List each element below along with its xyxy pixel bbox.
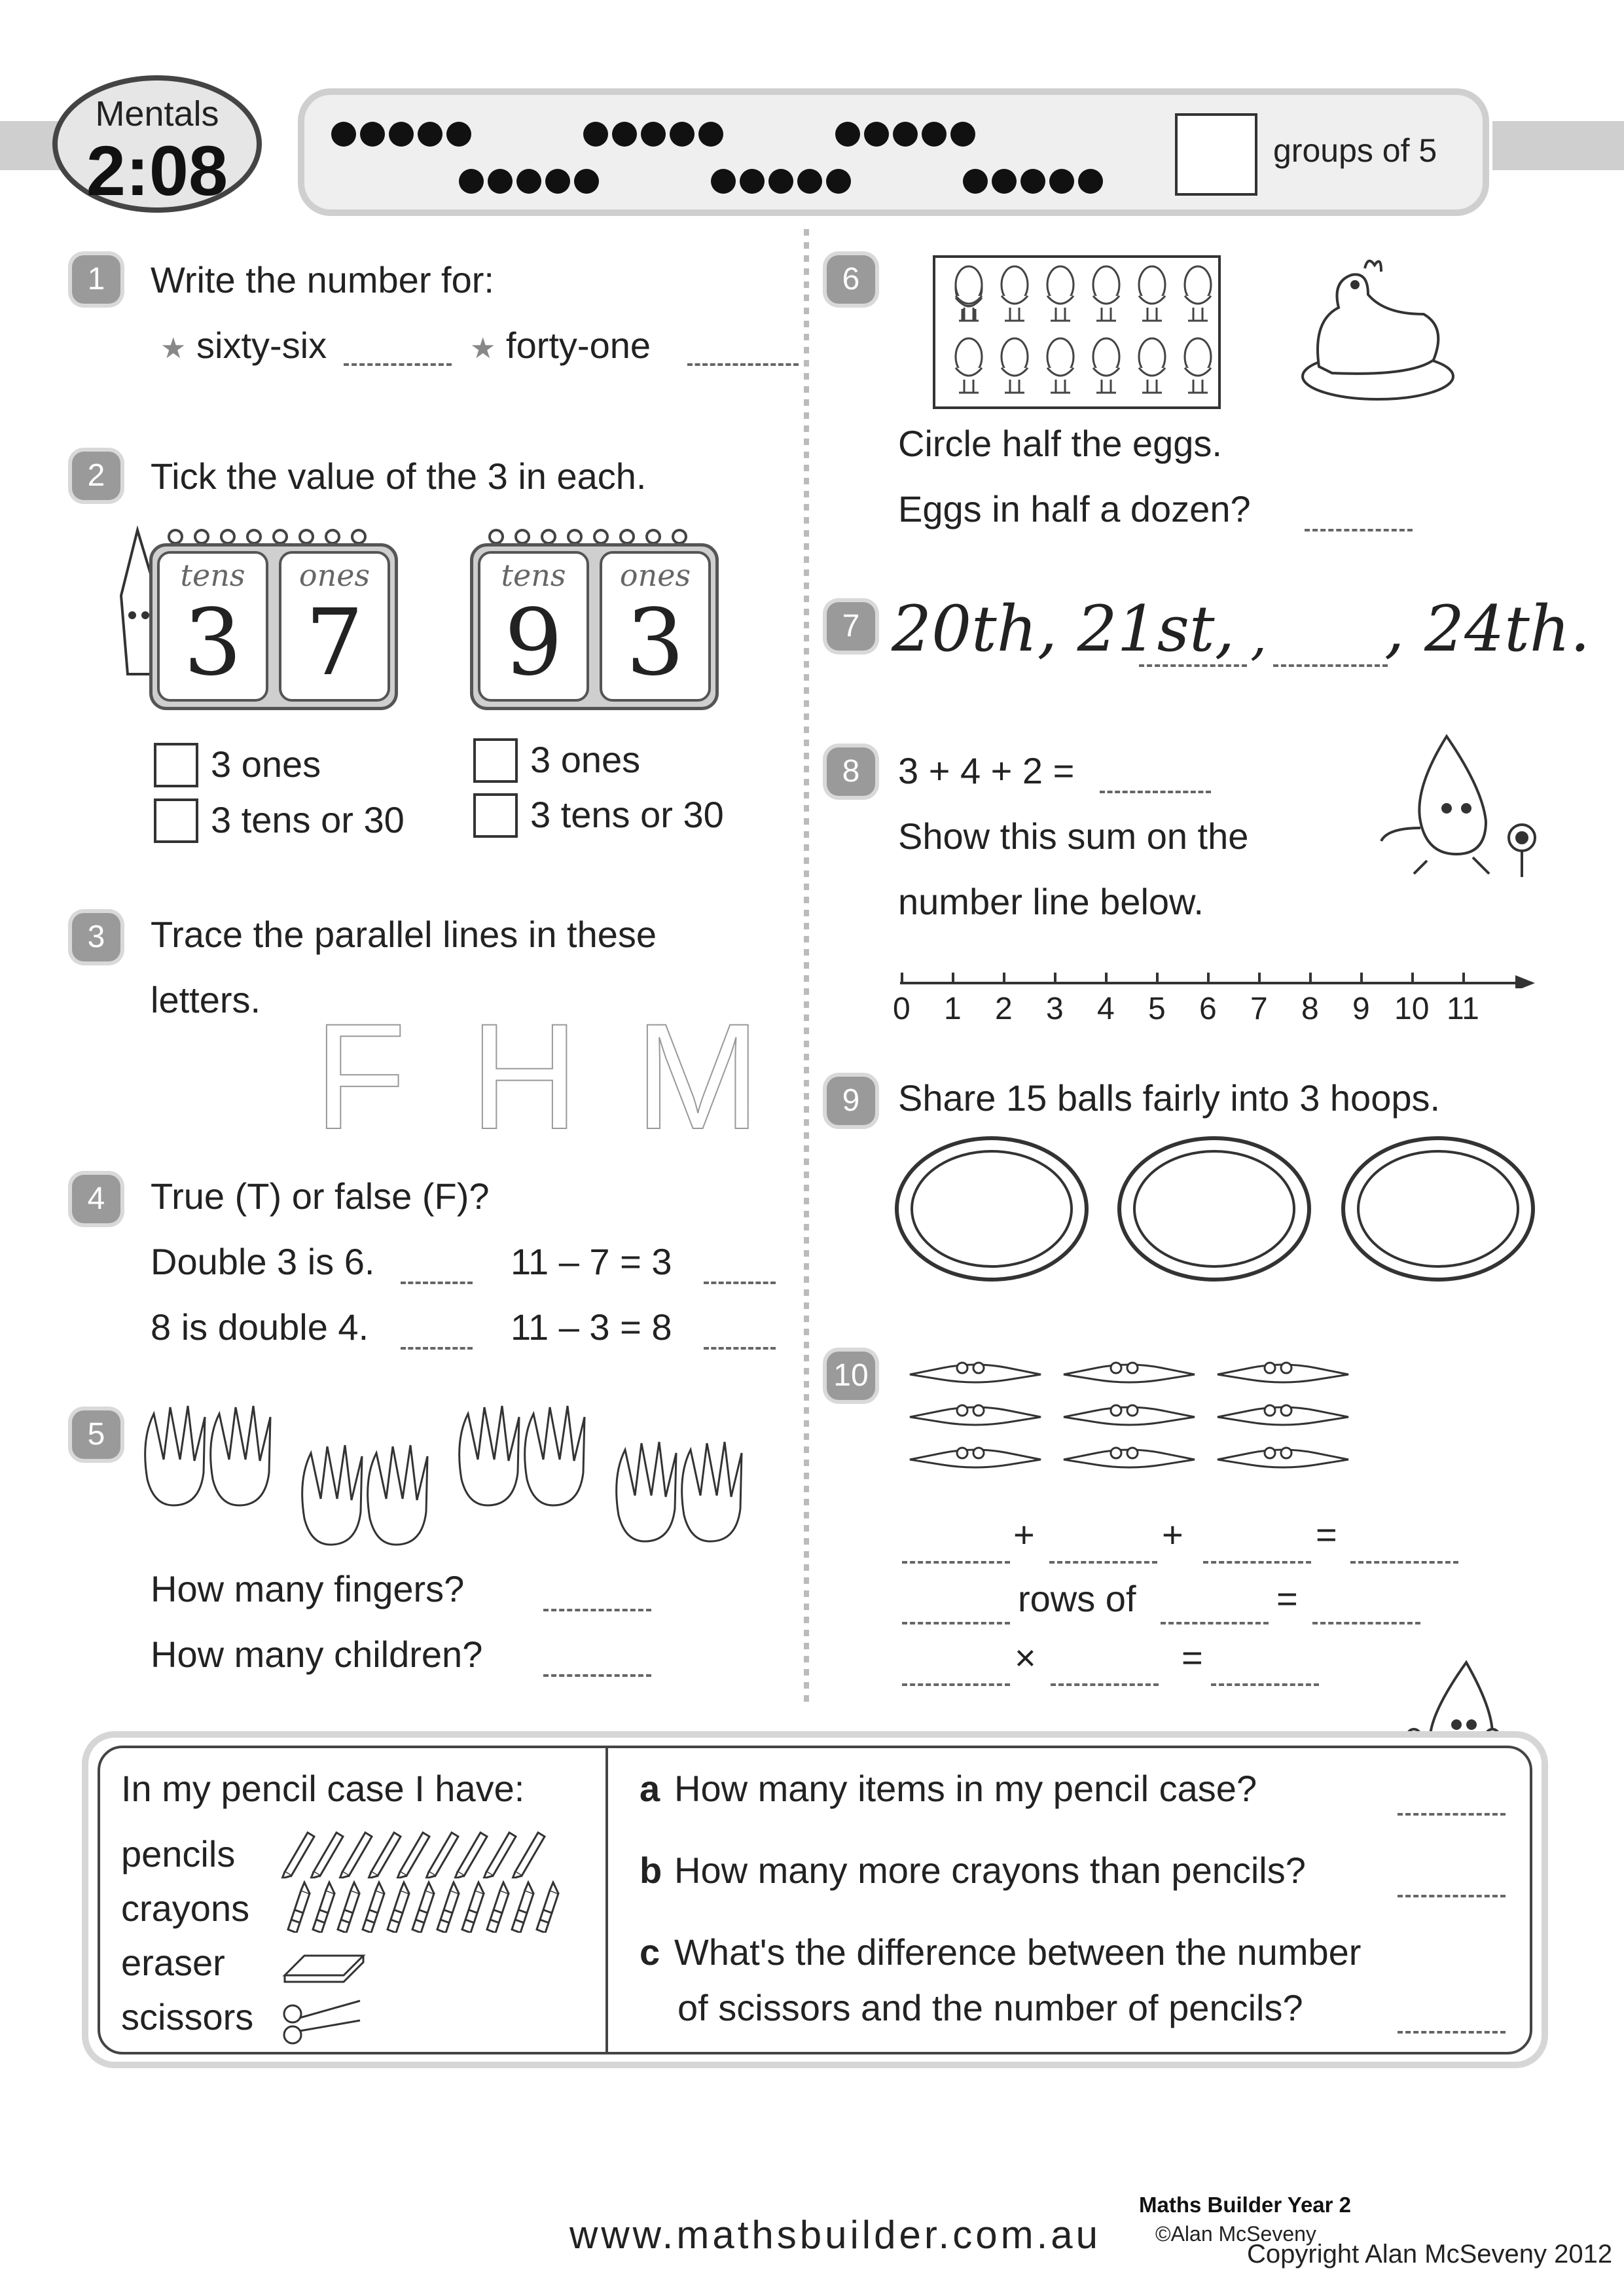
tick-label: 8	[1301, 992, 1319, 1026]
question-number: 1	[72, 255, 120, 304]
question-b-answer[interactable]	[1398, 1888, 1506, 1897]
tick-label: 1	[944, 992, 962, 1026]
q4-answer-3[interactable]	[401, 1340, 473, 1350]
q1-prompt: Write the number for:	[151, 259, 494, 300]
q7-sequence-start: 20th, 21st,	[892, 592, 1235, 666]
card-b-tens-option: 3 tens or 30	[530, 794, 724, 835]
tens-digit: 9	[504, 590, 563, 696]
scissors-icon	[278, 1994, 363, 2047]
q1-item-b: ★ forty-one	[470, 325, 651, 366]
number-line-axis	[897, 962, 1538, 988]
q10-product-answer[interactable]	[1211, 1677, 1319, 1686]
footer-copyright: Copyright Alan McSeveny 2012	[1247, 2240, 1613, 2269]
tick-label: 11	[1447, 992, 1479, 1026]
q8-line2: number line below.	[898, 881, 1204, 922]
q10-rows-count[interactable]	[902, 1615, 1010, 1624]
tens-label: tens	[501, 558, 566, 593]
q10-rows-answer[interactable]	[1312, 1615, 1420, 1624]
q1-answer-b[interactable]	[687, 357, 799, 366]
q6-line2: Eggs in half a dozen?	[898, 488, 1251, 529]
q10-times: ×	[1015, 1637, 1036, 1678]
q4-statement-3: 8 is double 4.	[151, 1306, 369, 1348]
question-c-line2: of scissors and the number of pencils?	[677, 1987, 1303, 2028]
item-crayons: crayons	[121, 1888, 250, 1929]
ones-label: ones	[619, 558, 691, 593]
question-c-letter: c	[640, 1931, 660, 1973]
footer-series: Maths Builder Year 2	[1139, 2193, 1352, 2217]
tick-label: 10	[1394, 992, 1430, 1026]
trace-letter-f[interactable]: F	[314, 992, 406, 1160]
tick-label: 4	[1097, 992, 1115, 1026]
question-number: 10	[827, 1352, 875, 1400]
ones-panel	[600, 551, 711, 702]
tick-label: 0	[893, 992, 911, 1026]
water-drop-character-icon	[1375, 730, 1551, 880]
mentals-label: Mentals	[95, 94, 219, 134]
q5-children-question: How many children?	[151, 1634, 483, 1675]
hen-on-nest-icon	[1293, 255, 1456, 406]
q3-prompt-line2: letters.	[151, 979, 261, 1020]
card-b-ones-checkbox[interactable]	[473, 738, 518, 783]
q10-equals-2: =	[1276, 1578, 1298, 1619]
pencil-case-title: In my pencil case I have:	[121, 1768, 525, 1809]
card-a-tens-checkbox[interactable]	[154, 798, 198, 843]
q1-answer-a[interactable]	[344, 357, 452, 366]
pencil-case-panel	[82, 1731, 1548, 2068]
q4-answer-1[interactable]	[401, 1275, 473, 1284]
q6-answer[interactable]	[1305, 522, 1413, 531]
question-number: 2	[72, 452, 120, 500]
hoops[interactable]	[893, 1136, 1548, 1286]
q10-rows-of: rows of	[1018, 1578, 1136, 1619]
dots-panel	[298, 88, 1489, 216]
mentals-number: 2:08	[86, 131, 228, 210]
q8-sum-answer[interactable]	[1100, 784, 1211, 793]
pencils-icon-row	[278, 1826, 586, 1878]
tens-label: tens	[180, 558, 245, 593]
groups-label: groups of 5	[1273, 132, 1437, 169]
eraser-icon	[278, 1946, 370, 1985]
question-a-letter: a	[640, 1768, 660, 1809]
place-value-card-a	[149, 524, 398, 713]
q10-addend-3[interactable]	[1203, 1554, 1311, 1564]
question-c-answer[interactable]	[1398, 2024, 1506, 2034]
q4-statement-1: Double 3 is 6.	[151, 1241, 375, 1282]
star-icon: ★	[470, 332, 496, 365]
q8-line1: Show this sum on the	[898, 816, 1249, 857]
star-icon: ★	[160, 332, 187, 365]
card-a-tens-option: 3 tens or 30	[211, 799, 405, 840]
egg-carton[interactable]	[933, 255, 1221, 409]
ones-digit: 7	[305, 590, 364, 696]
card-b-tens-checkbox[interactable]	[473, 793, 518, 838]
place-value-card-b	[470, 524, 719, 713]
trace-letter-m[interactable]: M	[635, 992, 761, 1160]
ones-label: ones	[298, 558, 370, 593]
q10-addend-2[interactable]	[1049, 1554, 1157, 1564]
card-a-ones-option: 3 ones	[211, 744, 321, 785]
question-b-letter: b	[640, 1850, 662, 1891]
question-number: 5	[72, 1410, 120, 1459]
q4-statement-4: 11 – 3 = 8	[511, 1306, 672, 1348]
tick-label: 5	[1148, 992, 1166, 1026]
q4-answer-4[interactable]	[704, 1340, 776, 1350]
q10-plus-2: +	[1162, 1514, 1183, 1555]
q10-factor-1[interactable]	[902, 1677, 1010, 1686]
card-a-ones-checkbox[interactable]	[154, 743, 198, 787]
question-b: How many more crayons than pencils?	[674, 1850, 1306, 1891]
mentals-badge	[52, 75, 262, 213]
tick-label: 2	[995, 992, 1013, 1026]
panel-divider	[605, 1748, 608, 2054]
header-band-right	[1492, 121, 1624, 170]
tens-panel	[478, 551, 589, 702]
q10-equals-3: =	[1182, 1637, 1203, 1678]
tick-label: 6	[1199, 992, 1217, 1026]
question-c-line1: What's the difference between the number	[674, 1931, 1362, 1973]
crayons-icon-row	[278, 1880, 592, 1933]
question-a: How many items in my pencil case?	[674, 1768, 1257, 1809]
number-line[interactable]	[893, 962, 1538, 1034]
question-number: 6	[827, 255, 875, 304]
tens-panel	[157, 551, 268, 702]
q5-fingers-answer[interactable]	[543, 1602, 651, 1611]
column-divider	[804, 229, 809, 1702]
tick-label: 3	[1046, 992, 1064, 1026]
question-number: 8	[827, 747, 875, 796]
q7-sequence-end: , 24th.	[1384, 592, 1591, 666]
trace-letter-h[interactable]: H	[470, 992, 579, 1160]
question-a-answer[interactable]	[1398, 1806, 1506, 1816]
q10-equals-1: =	[1316, 1514, 1337, 1555]
q10-factor-2[interactable]	[1051, 1677, 1159, 1686]
q10-plus-1: +	[1013, 1514, 1035, 1555]
dot-groups-graphic	[331, 108, 1182, 219]
card-b-ones-option: 3 ones	[530, 739, 641, 780]
footer-url[interactable]: www.mathsbuilder.com.au	[569, 2213, 1101, 2257]
q7-comma: ,	[1250, 605, 1267, 666]
item-eraser: eraser	[121, 1942, 225, 1983]
q7-answer-1[interactable]	[1139, 658, 1247, 667]
q6-line1: Circle half the eggs.	[898, 423, 1222, 464]
question-number: 3	[72, 913, 120, 961]
fish-array	[903, 1342, 1375, 1492]
q4-answer-2[interactable]	[704, 1275, 776, 1284]
q9-prompt: Share 15 balls fairly into 3 hoops.	[898, 1077, 1441, 1119]
q4-prompt: True (T) or false (F)?	[151, 1175, 490, 1217]
item-pencils: pencils	[121, 1833, 236, 1874]
q8-sum: 3 + 4 + 2 =	[898, 750, 1075, 791]
tick-label: 9	[1352, 992, 1370, 1026]
ones-digit: 3	[626, 590, 685, 696]
tick-label: 7	[1250, 992, 1268, 1026]
q4-statement-2: 11 – 7 = 3	[511, 1241, 672, 1282]
q2-prompt: Tick the value of the 3 in each.	[151, 456, 647, 497]
footer-author: ©Alan McSeveny	[1155, 2222, 1316, 2246]
q1-item-a: ★ sixty-six	[160, 325, 327, 366]
q5-children-answer[interactable]	[543, 1668, 651, 1677]
groups-answer-box[interactable]	[1175, 113, 1257, 196]
tens-digit: 3	[183, 590, 242, 696]
q7-answer-2[interactable]	[1273, 658, 1388, 667]
q10-rows-size[interactable]	[1161, 1615, 1269, 1624]
q10-addend-1[interactable]	[902, 1554, 1010, 1564]
question-number: 9	[827, 1077, 875, 1125]
item-scissors: scissors	[121, 1996, 254, 2037]
q5-fingers-question: How many fingers?	[151, 1568, 465, 1609]
q3-prompt-line1: Trace the parallel lines in these	[151, 914, 657, 955]
question-number: 7	[827, 602, 875, 651]
ones-panel	[279, 551, 390, 702]
hands-illustration	[141, 1401, 782, 1551]
q10-sum-answer[interactable]	[1350, 1554, 1458, 1564]
question-number: 4	[72, 1175, 120, 1223]
